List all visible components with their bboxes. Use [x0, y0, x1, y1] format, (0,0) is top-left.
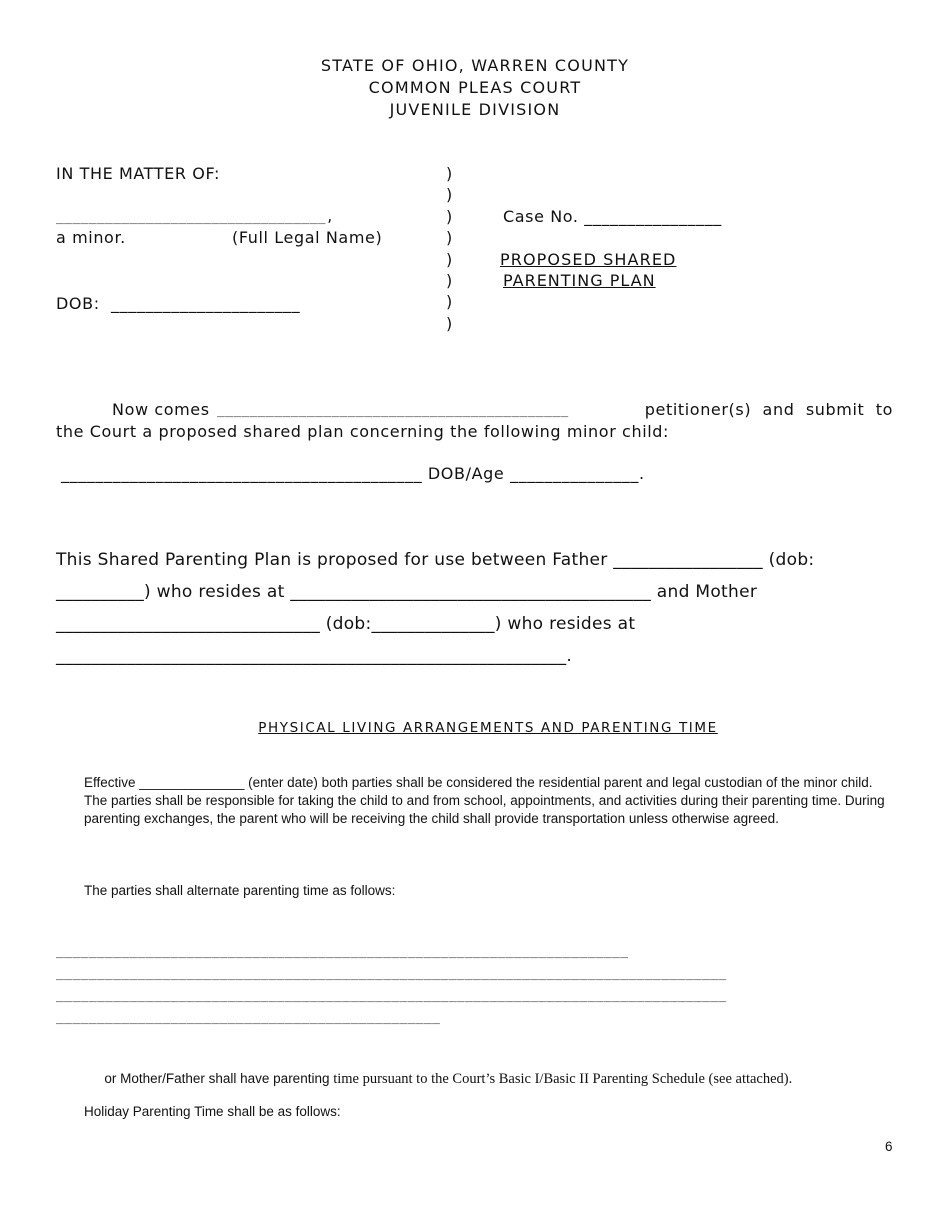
basic-schedule-text — [84, 1049, 792, 1107]
schedule-blank-line-3[interactable]: __________________________________________________________________________________ — [56, 988, 727, 1003]
effective-paragraph: Effective ______________ (enter date) both parties shall be considered the residential parent and legal custodian of the minor child. The parties shall be responsible for taking the child to and from school, appointments, and activities during their parenting time. During parenting exchanges, the parent who will be receiving the child shall provide transportation unless otherwise agreed. — [84, 775, 885, 826]
minor-name-field[interactable]: _________________________________, — [56, 210, 335, 225]
basic-schedule-text-part2: time pursuant to the Court’s Basic I/Basic II Parenting Schedule (see attached). — [333, 1071, 793, 1087]
court-state-heading: STATE OF OHIO, WARREN COUNTY — [320, 56, 630, 75]
plan-text-line3: ______________________________ (dob:______________) who resides at — [56, 614, 636, 634]
now-comes-text: Now comes — [112, 400, 210, 419]
document-title-line1: PROPOSED SHARED — [500, 250, 677, 269]
dob-field[interactable]: DOB: ______________________ — [56, 294, 301, 313]
plan-text-line2: __________) who resides at _________________________________________ and Mother — [56, 582, 758, 602]
court-division-heading: JUVENILE DIVISION — [389, 100, 561, 119]
child-name-dob-field[interactable]: __________________________________________ DOB/Age _______________. — [61, 464, 645, 483]
matter-label: IN THE MATTER OF: — [56, 164, 221, 183]
intro-text-line2: the Court a proposed shared plan concerning the following minor child: — [56, 422, 670, 441]
full-legal-name-label: (Full Legal Name) — [232, 228, 383, 247]
holiday-time-text: Holiday Parenting Time shall be as follows: — [84, 1104, 341, 1119]
petitioner-name-field[interactable]: ___________________________________________ — [217, 403, 569, 418]
section-heading: PHYSICAL LIVING ARRANGEMENTS AND PARENTING TIME — [258, 720, 718, 736]
plan-text-line4: __________________________________________________________. — [56, 646, 573, 666]
plan-text-line1: This Shared Parenting Plan is proposed for use between Father _________________ (dob: — [56, 550, 815, 570]
caption-divider: ) ) ) ) ) ) ) ) — [446, 164, 453, 333]
petitioner-text: petitioner(s) and submit to — [644, 400, 893, 419]
court-name-heading: COMMON PLEAS COURT — [368, 78, 582, 97]
document-title-line2: PARENTING PLAN — [503, 271, 656, 290]
schedule-blank-line-1[interactable]: ______________________________________________________________________ — [56, 944, 629, 959]
case-number-field[interactable]: Case No. ________________ — [503, 207, 722, 226]
schedule-blank-line-2[interactable]: __________________________________________________________________________________ — [56, 966, 727, 981]
basic-schedule-text-part1: or Mother/Father shall have parenting — [104, 1071, 334, 1086]
schedule-blank-line-4[interactable]: _______________________________________________ — [56, 1010, 441, 1025]
minor-label: a minor. — [56, 228, 126, 247]
page-number: 6 — [885, 1139, 893, 1154]
alternate-time-text: The parties shall alternate parenting time as follows: — [84, 883, 396, 898]
